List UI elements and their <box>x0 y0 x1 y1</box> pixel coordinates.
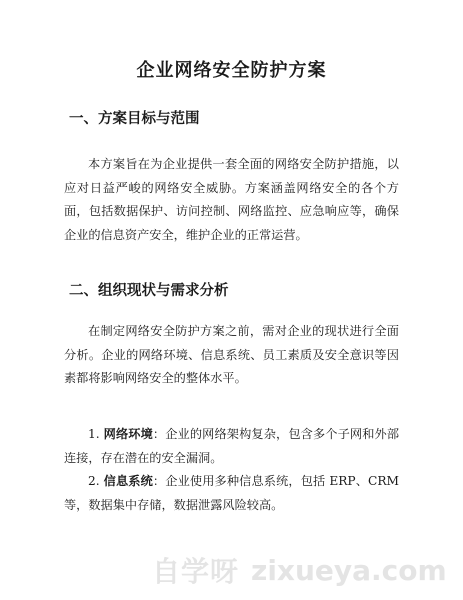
list-item-term: 信息系统 <box>103 474 153 488</box>
list-item-term: 网络环境 <box>103 427 153 441</box>
list-item-text: 企业使用多种信息系统，包括 ERP、CRM 等，数据集中存储，数据泄露风险较高。 <box>64 474 400 512</box>
section-heading-analysis: 二、组织现状与需求分析 <box>69 283 229 299</box>
section-heading-goals: 一、方案目标与范围 <box>69 111 200 127</box>
watermark-chinese: 自学呀 <box>152 555 240 588</box>
list-item-number: 2. <box>88 474 100 488</box>
section-paragraph-goals: 本方案旨在为企业提供一套全面的网络安全防护措施，以应对日益严峻的网络安全威胁。方案涵盖网络安全的各个方面，包括数据保护、访问控制、网络监控、应急响应等，确保企业的信息资产安全，维护企业的正常运营。 <box>64 157 399 242</box>
list-item-text: 企业的网络架构复杂，包含多个子网和外部连接，存在潜在的安全漏洞。 <box>64 427 400 465</box>
list-item-separator: ： <box>152 474 166 488</box>
section-paragraph-analysis: 在制定网络安全防护方案之前，需对企业的现状进行全面分析。企业的网络环境、信息系统、员工素质及安全意识等因素都将影响网络安全的整体水平。 <box>64 324 399 385</box>
document-title: 企业网络安全防护方案 <box>136 60 327 81</box>
watermark <box>152 553 447 587</box>
watermark-domain: zixueya.com <box>251 553 447 587</box>
list-item <box>64 423 399 470</box>
list-item <box>64 470 399 517</box>
list-item-number: 1. <box>88 427 100 441</box>
list-item-separator: ： <box>152 427 166 441</box>
